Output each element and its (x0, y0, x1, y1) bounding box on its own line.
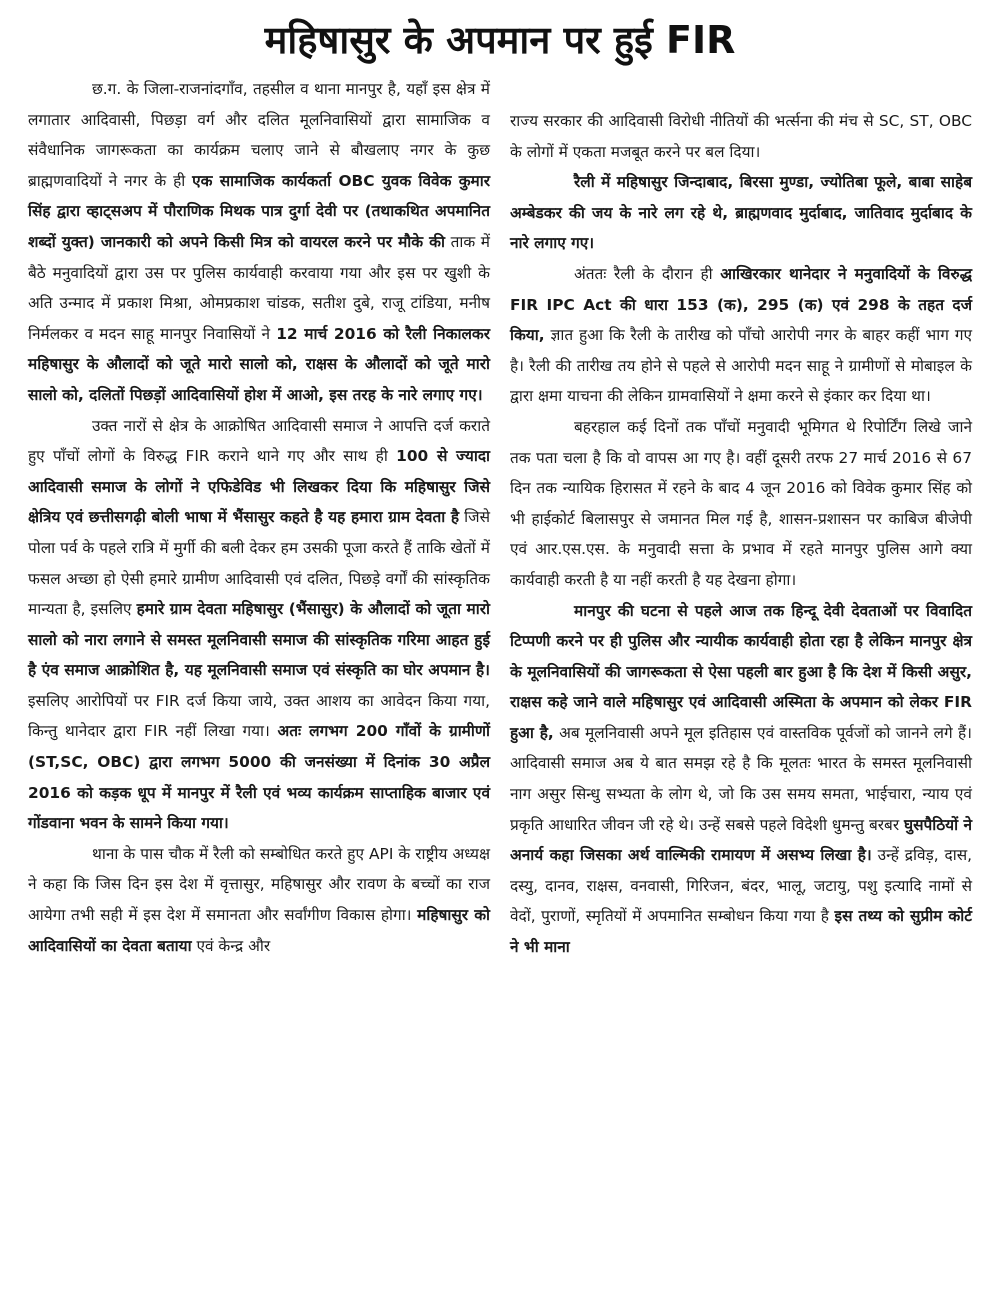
article-columns (28, 74, 972, 963)
text-run: थाना के पास चौक में रैली को सम्बोधित करते हुए API के राष्ट्रीय अध्यक्ष ने कहा कि जिस दिन इस देश में वृत्तासुर, महिषासुर और रावण के बच्चों का राज आयेगा तभी सही में इस देश में समानता और सर्वांगीण विकास होगा। (28, 844, 490, 925)
text-run: एवं केन्द्र और (191, 936, 271, 955)
bold-text-run: इस तथ्य को सुप्रीम कोर्ट ने भी माना (510, 907, 972, 957)
bold-text-run: महिषासुर को आदिवासियों का देवता बताया (28, 906, 491, 955)
text-run: ज्ञात हुआ कि रैली के तारीख को पाँचो आरोपी नगर के बाहर कहीं भाग गए है। रैली की तारीख तय होने से पहले से आरोपी मदन साहू ने ग्रामीणों से मोबाइल के द्वारा क्षमा याचना की लेकिन ग्रामवासियों ने क्षमा करने से इंकार कर दिया था। (510, 326, 972, 406)
paragraph (510, 596, 972, 963)
paragraph (28, 411, 490, 839)
bold-text-run: हमारे ग्राम देवता महिषासुर (भैंसासुर) के औलादों को जूता मारो सालो को नारा लगाने से समस्त मूलनिवासी समाज की सांस्कृतिक गरिमा आहत हुई है एंव समाज आक्रोशित है, यह मूलनिवासी समाज एवं संस्कृति का घोर अपमान है। (28, 600, 490, 680)
bold-text-run: एक सामाजिक कार्यकर्ता OBC युवक विवेक कुमार सिंह द्वारा व्हाट्सअप में पौराणिक मिथक पात्र दुर्गा देवी पर (तथाकथित अपमानित शब्दों युक्त) जानकारी को अपने किसी मित्र को वायरल करने पर मौके की (28, 171, 490, 251)
text-run: बहरहाल कई दिनों तक पाँचों मनुवादी भूमिगत थे रिपोर्टिंग लिखे जाने तक पता चला है कि वो वापस आ गए है। वहीं दूसरी तरफ 27 मार्च 2016 से 67 दिन तक न्यायिक हिरासत में रहने के बाद 4 जून 2016 को विवेक कुमार सिंह को भी हाईकोर्ट बिलासपुर से जमानत मिल गई है, शासन-प्रशासन पर काबिज बीजेपी एवं आर.एस.एस. के मनुवादी सत्ता के प्रभाव में रहते मानपुर पुलिस आगे क्या कार्यवाही करती है या नहीं करती है यह देखना होगा। (510, 417, 972, 589)
paragraph (510, 259, 972, 412)
right-column (510, 74, 972, 963)
text-run: राज्य सरकार की आदिवासी विरोधी नीतियों की भर्त्सना की मंच से SC, ST, OBC के लोगों में एकता मजबूत करने पर बल दिया। (510, 112, 972, 161)
paragraph (510, 106, 972, 167)
text-run: ताक में बैठे मनुवादियों द्वारा उस पर पुलिस कार्यवाही करवाया गया और इस पर खुशी के अति उन्माद में प्रकाश मिश्रा, ओमप्रकाश चांडक, सतीश दुबे, राजू टांडिया, मनीष निर्मलकर व मदन साहू मानपुर निवासियों ने (28, 232, 490, 343)
bold-text-run: 100 से ज्यादा आदिवासी समाज के लोगों ने एफिडेविड भी लिखकर दिया कि महिषासुर जिसे क्षेत्रिय एवं छत्तीसगढ़ी बोली भाषा में भैंसासुर कहते है यह हमारा ग्राम देवता है (28, 447, 490, 527)
text-run: उक्त नारों से क्षेत्र के आक्रोषित आदिवासी समाज ने आपत्ति दर्ज कराते हुए पाँचों लोगों के विरुद्ध FIR कराने थाने गए और साथ ही (28, 416, 490, 466)
paragraph (28, 74, 490, 411)
left-column (28, 74, 490, 963)
bold-text-run: आखिरकार थानेदार ने मनुवादियों के विरुद्ध FIR IPC Act की धारा 153 (क), 295 (क) एवं 298 के तहत दर्ज किया, (510, 264, 972, 345)
bold-text-run: मानपुर की घटना से पहले आज तक हिन्दू देवी देवताओं पर विवादित टिप्पणी करने पर ही पुलिस और न्यायीक कार्यवाही होता रहा है लेकिन मानपुर क्षेत्र के मूलनिवासियों की जागरूकता से ऐसा पहली बार हुआ है कि देश में किसी असुर, राक्षस कहे जाने वाले महिषासुर एवं आदिवासी अस्मिता के अपमान को लेकर FIR हुआ है, (510, 601, 972, 742)
bold-text-run: अतः लगभग 200 गाँवों के ग्रामीणों (ST,SC, OBC) द्वारा लगभग 5000 की जनसंख्या में दिनांक 30 अप्रैल 2016 को कड़क धूप में मानपुर में रैली एवं भव्य कार्यक्रम साप्ताहिक बाजार एवं गोंडवाना भवन के सामने किया गया। (28, 722, 490, 833)
text-run: जिसे पोला पर्व के पहले रात्रि में मुर्गी की बली देकर हम उसकी पूजा करते हैं ताकि खेतों में फसल अच्छा हो ऐसी हमारे ग्रामीण आदिवासी एवं दलित, पिछड़े वर्गों की सांस्कृतिक मान्यता है, इसलिए (28, 508, 490, 619)
paragraph (510, 412, 972, 596)
paragraph (510, 167, 972, 259)
text-run: अब मूलनिवासी अपने मूल इतिहास एवं वास्तविक पूर्वजों को जानने लगे हैं। आदिवासी समाज अब ये बात समझ रहे है कि मूलतः भारत के समस्त मूलनिवासी नाग असुर सिन्धु सभ्यता के लोग थे, जो कि उस समय समता, भाईचारा, न्याय एवं प्रकृति आधारित जीवन जी रहे थे। उन्हें सबसे पहले विदेशी धुमन्तु बरबर (510, 723, 972, 834)
text-run: उन्हें द्रविड़, दास, दस्यु, दानव, राक्षस, वनवासी, गिरिजन, बंदर, भालू, जटायु, पशु इत्यादि नामों से वेदों, पुराणों, स्मृतियों में अपमानित सम्बोधन किया गया है (510, 846, 972, 926)
text-run: इसलिए आरोपियों पर FIR दर्ज किया जाये, उक्त आशय का आवेदन किया गया, किन्तु थानेदार द्वारा FIR नहीं लिखा गया। (28, 691, 490, 741)
text-run: अंततः रैली के दौरान ही (574, 264, 721, 283)
paragraph (28, 839, 490, 961)
bold-text-run: रैली में महिषासुर जिन्दाबाद, बिरसा मुण्डा, ज्योतिबा फूले, बाबा साहेब अम्बेडकर की जय के नारे लग रहे थे, ब्राह्मणवाद मुर्दाबाद, जातिवाद मुर्दाबाद के नारे लगाए गए। (510, 173, 972, 253)
text-run: छ.ग. के जिला-राजनांदगाँव, तहसील व थाना मानपुर है, यहाँ इस क्षेत्र में लगातार आदिवासी, पिछड़ा वर्ग और दलित मूलनिवासियों द्वारा सामाजिक व संवैधानिक जागरूकता का कार्यक्रम चलाए जाने से बौखलाए नगर के कुछ ब्राह्मणवादियों ने नगर के ही (28, 80, 490, 190)
bold-text-run: 12 मार्च 2016 को रैली निकालकर महिषासुर के औलादों को जूते मारो सालो को, राक्षस के औलादों को जूते मारो सालो को, दलितों पिछड़ों आदिवासियों होश में आओ, इस तरह के नारे लगाए गए। (28, 324, 491, 404)
headline: महिषासुर के अपमान पर हुई FIR (264, 18, 736, 62)
bold-text-run: घुसपैठियों ने अनार्य कहा जिसका अर्थ वाल्मिकी रामायण में असभ्य लिखा है। (510, 815, 972, 865)
